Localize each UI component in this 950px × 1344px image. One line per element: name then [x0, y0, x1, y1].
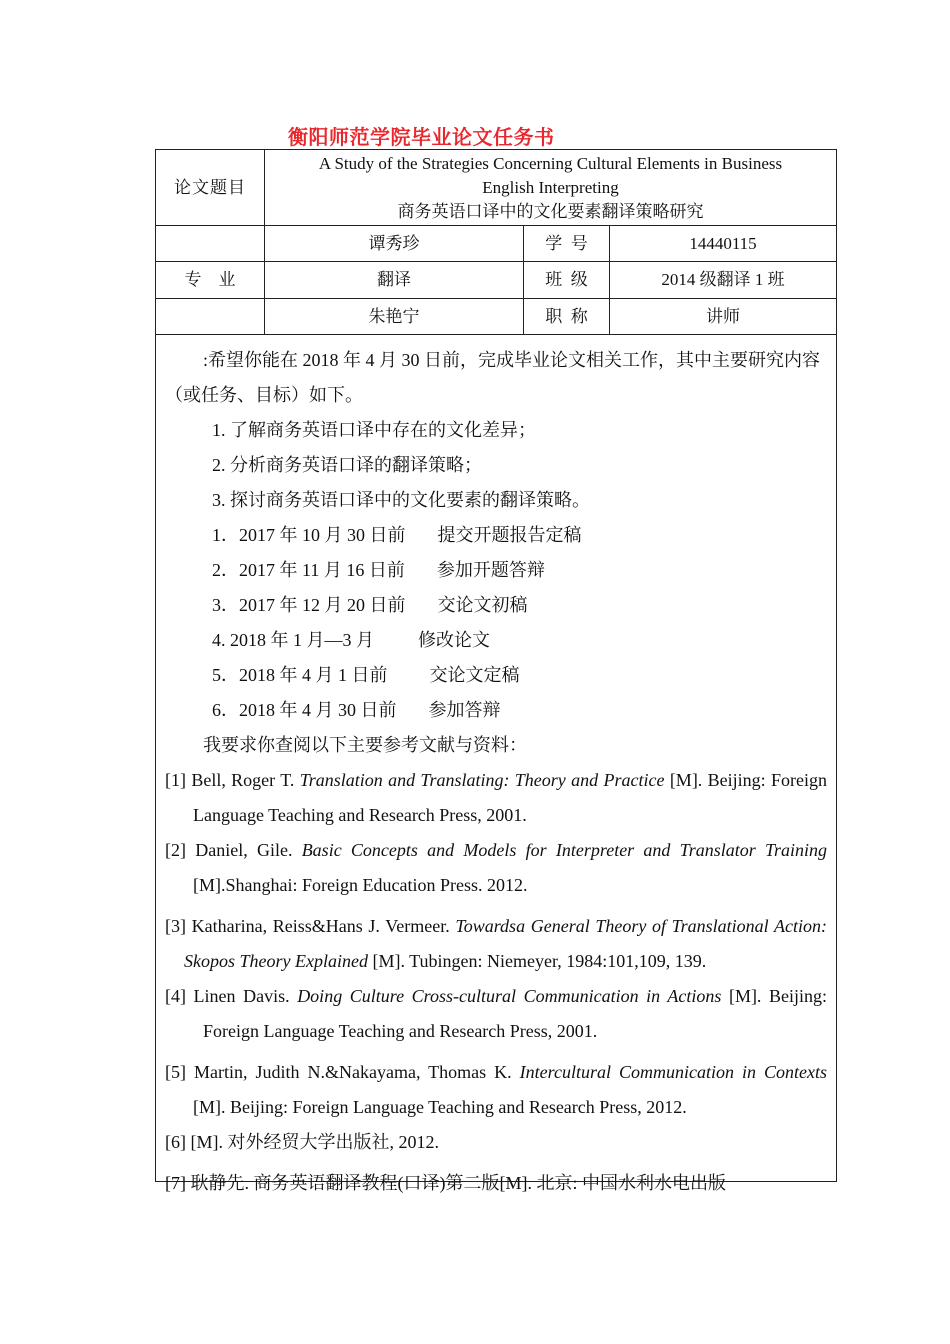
- reference-source: [M]. Beijing: Foreign Language Teaching and Research Press, 2001.: [203, 986, 828, 1041]
- reference-title: Translation and Translating: Theory and Practice: [299, 770, 665, 790]
- student-id-label: 学 号: [524, 226, 610, 262]
- schedule-item-2: [165, 553, 827, 588]
- reference-source: [M]. Tubingen: Niemeyer, 1984:101,109, 139.: [367, 951, 707, 971]
- schedule-date: 4. 2018 年 1 月—3 月: [212, 630, 374, 650]
- schedule-date: 6．2018 年 4 月 30 日前: [212, 700, 397, 720]
- schedule-task: 参加答辩: [428, 700, 501, 720]
- reference-author: [1] Bell, Roger T.: [165, 770, 300, 790]
- reference-author: [6] [M]. 对外经贸大学出版社, 2012.: [165, 1132, 439, 1152]
- topic-english-line-1: A Study of the Strategies Concerning Cultural Elements in Business: [318, 153, 783, 173]
- student-name: 谭秀珍: [265, 226, 524, 262]
- reference-source: [M]. Beijing: Foreign Language Teaching and Research Press, 2012.: [193, 1097, 687, 1117]
- reference-source: [M].Shanghai: Foreign Education Press. 2012.: [193, 875, 528, 895]
- student-label: [156, 226, 265, 262]
- schedule-item-3: [165, 588, 827, 623]
- major-row: [156, 262, 837, 299]
- topic-chinese: 商务英语口译中的文化要素翻译策略研究: [397, 201, 704, 221]
- schedule-task: 提交开题报告定稿: [437, 525, 582, 545]
- page-title: 衡阳师范学院毕业论文任务书: [288, 125, 555, 149]
- advisor-label: [156, 299, 265, 335]
- major-label: 专 业: [156, 262, 265, 299]
- reference-6: [165, 1125, 827, 1160]
- reference-source: [M]. Beijing: Foreign Language Teaching and Research Press, 2001.: [193, 770, 827, 825]
- major-value: 翻译: [265, 262, 524, 299]
- reference-2: [165, 833, 827, 903]
- intro-text: :希望你能在 2018 年 4 月 30 日前，完成毕业论文相关工作，其中主要研究内容（或任务、目标）如下。: [165, 350, 820, 405]
- task-item-2: 2. 分析商务英语口译的翻译策略；: [212, 455, 482, 475]
- advisor-title-label: 职 称: [524, 299, 610, 335]
- topic-label: 论文题目: [156, 150, 265, 226]
- schedule-task: 参加开题答辩: [436, 560, 545, 580]
- reference-author: [7] 耿静先. 商务英语翻译教程(口译)第二版[M]. 北京: 中国水利水电出版: [165, 1173, 726, 1193]
- schedule-item-5: [165, 658, 827, 693]
- content-row: [156, 335, 837, 1182]
- advisor-name: 朱艳宁: [265, 299, 524, 335]
- schedule-item-6: [165, 693, 827, 728]
- reference-author: [4] Linen Davis.: [165, 986, 298, 1006]
- reference-title: Towardsa General Theory of Translational Action: Skopos Theory Explained: [184, 916, 827, 971]
- topic-english-line-2: English Interpreting: [482, 177, 619, 197]
- task-form-table: [155, 149, 837, 1193]
- student-id: 14440115: [610, 226, 837, 262]
- task-content: [156, 335, 836, 1193]
- reference-3: [165, 909, 827, 979]
- schedule-date: 1．2017 年 10 月 30 日前: [212, 525, 406, 545]
- reference-author: [5] Martin, Judith N.&Nakayama, Thomas K.: [165, 1062, 520, 1082]
- requirement-text: 我要求你查阅以下主要参考文献与资料：: [203, 735, 527, 755]
- schedule-task: 交论文初稿: [437, 595, 528, 615]
- reference-title: Intercultural Communication in Contexts: [519, 1062, 828, 1082]
- reference-author: [3] Katharina, Reiss&Hans J. Vermeer.: [165, 916, 456, 936]
- schedule-task: 交论文定稿: [429, 665, 520, 685]
- reference-7: [165, 1166, 827, 1201]
- topic-cell: [265, 150, 837, 226]
- reference-4: [165, 979, 827, 1049]
- reference-title: Basic Concepts and Models for Interpreter and Translator Training: [301, 840, 827, 860]
- student-row: [156, 226, 837, 262]
- reference-author: [2] Daniel, Gile.: [165, 840, 302, 860]
- schedule-task: 修改论文: [418, 630, 490, 650]
- reference-1: [165, 763, 827, 833]
- task-item-3: 3. 探讨商务英语口译中的文化要素的翻译策略。: [212, 490, 590, 510]
- advisor-row: [156, 299, 837, 335]
- schedule-date: 5．2018 年 4 月 1 日前: [212, 665, 388, 685]
- reference-title: Doing Culture Cross-cultural Communication in Actions: [297, 986, 722, 1006]
- schedule-item-1: [165, 518, 827, 553]
- content-cell: [156, 335, 837, 1193]
- schedule-date: 3．2017 年 12 月 20 日前: [212, 595, 406, 615]
- topic-row: [156, 150, 837, 226]
- class-label: 班 级: [524, 262, 610, 299]
- schedule-item-4: [165, 623, 827, 658]
- task-item-1: 1. 了解商务英语口译中存在的文化差异；: [212, 420, 536, 440]
- advisor-title: 讲师: [610, 299, 837, 335]
- reference-5: [165, 1055, 827, 1125]
- schedule-date: 2．2017 年 11 月 16 日前: [212, 560, 405, 580]
- class-value: 2014 级翻译 1 班: [610, 262, 837, 299]
